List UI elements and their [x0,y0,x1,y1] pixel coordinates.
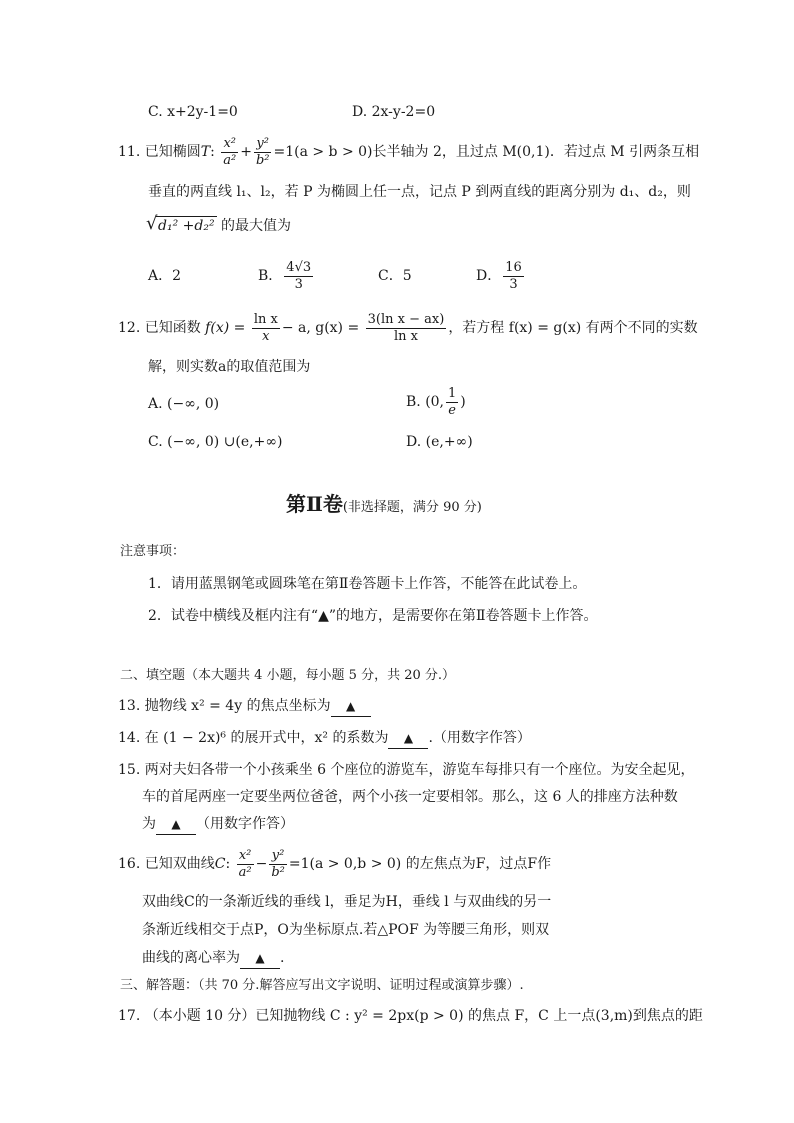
ellipse-name: T [200,144,211,160]
question-text: 已知双曲线 [144,856,215,872]
sqrt-expression [146,214,217,238]
question-text: . [280,950,285,966]
question-16-line2: 双曲线C的一条渐近线的垂线 l，垂足为H，垂线 l 与双曲线的另一 [142,894,552,910]
notes-title: 注意事项： [120,544,186,559]
question-text: =1(a > b > 0)长半轴为 2，且过点 M(0,1)．若过点 M 引两条互相 [273,144,700,160]
question-text: 已知函数 [144,320,201,336]
question-15-line1 [118,760,695,780]
q12-line2: 解，则实数a的取值范围为 [148,359,311,375]
question-16-line3: 条渐近线相交于点P，O为坐标原点.若△POF 为等腰三角形，则双 [142,922,550,938]
option-text: ) [460,394,466,410]
fraction-lnx-x [252,312,280,345]
q12-option-c: C. (−∞, 0) ∪(e,+∞) [148,434,283,450]
question-number: 15. [118,762,141,778]
question-16 [118,846,551,882]
q11-line3 [146,214,291,238]
numerator: 1 [448,385,457,401]
option-b [258,258,378,294]
question-14 [118,728,531,749]
note-2: 2．试卷中横线及框内注有“▲”的地方，是需要你在第Ⅱ卷答题卡上作答。 [148,608,598,624]
question-11 [118,134,699,170]
numerator: x² [221,136,238,153]
radical-sign-icon: √ [146,213,158,234]
denominator: a² [238,864,252,880]
denominator: ln x [393,328,418,344]
question-text: 两对夫妇各带一个小孩乘坐 6 个座位的游览车，游览车每排只有一个座位。为安全起见， [144,762,695,778]
fraction-g [366,312,447,345]
fraction-y2-b2 [269,848,287,881]
section-3-heading: 三、解答题：（共 70 分.解答应写出文字说明、证明过程或演算步骤）. [120,978,524,993]
q10-option-c: C. x+2y-1=0 [148,104,238,120]
option-label: B． [258,268,283,284]
option-label: D． [476,268,502,284]
denominator: 3 [509,276,518,292]
question-text: 已知椭圆 [144,144,201,160]
numerator: 4√3 [286,259,312,275]
option-a: A．2 [148,268,182,284]
numerator: y² [269,848,287,865]
q11-line2: 垂直的两直线 l₁、l₂，若 P 为椭圆上任一点，记点 P 到两直线的距离分别为 d₁、d₂，则 [148,184,691,200]
question-text: （本小题 10 分）已知抛物线 C : y² = 2px(p > 0) 的焦点 F，C 上一点(3,m)到焦点的距 [144,1008,703,1024]
part2-subtitle: (非选择题，满分 90 分) [342,500,482,515]
question-text: 的最大值为 [221,218,292,234]
part2-title: 第Ⅱ卷 [286,492,343,516]
fraction-x2-a2 [237,848,254,881]
question-text: 为 [142,816,156,832]
question-13 [118,696,371,717]
numerator: ln x [253,311,278,327]
question-12 [118,310,698,346]
question-17 [118,1006,703,1026]
q10-option-d: D. 2x-y-2=0 [352,104,436,120]
answer-blank: ▲ [331,696,371,717]
question-number: 14. [118,730,141,746]
question-text: 抛物线 x² = 4y 的焦点坐标为 [144,698,331,714]
numerator: y² [254,136,272,153]
answer-blank: ▲ [156,814,196,835]
option-c: C．5 [378,268,412,284]
question-number: 11. [118,144,141,160]
option-b-fraction [284,260,313,293]
fraction-x2-a2 [221,136,238,169]
minus-sign: − [255,856,268,872]
denominator: a² [223,152,237,168]
question-text: .（用数字作答） [428,730,531,746]
option-d-fraction [503,260,524,293]
question-number: 12. [118,320,141,336]
q12-option-d: D. (e,+∞) [406,434,473,450]
colon: : [210,144,215,160]
fraction-y2-b2 [254,136,272,169]
answer-blank: ▲ [240,948,280,969]
denominator: e [448,402,456,418]
radicand: d₁² +d₂² [158,218,215,234]
answer-blank: ▲ [388,728,428,749]
part2-heading [286,490,482,522]
numerator: x² [237,848,254,865]
question-text: ，若方程 f(x) = g(x) 有两个不同的实数 [448,320,698,336]
option-text: B. (0, [406,394,445,410]
numerator: 3(ln x − ax) [367,311,445,327]
q12-option-b [406,384,466,420]
section-2-heading: 二、填空题（本大题共 4 小题，每小题 5 分，共 20 分.） [120,668,456,683]
question-text: 在 (1 − 2x)⁶ 的展开式中，x² 的系数为 [144,730,389,746]
q11-options [148,258,526,294]
question-text: （用数字作答） [196,816,294,832]
colon: : [225,856,231,872]
question-number: 17. [118,1008,141,1024]
note-1: 1．请用蓝黑钢笔或圆珠笔在第Ⅱ卷答题卡上作答，不能答在此试卷上。 [148,576,587,592]
denominator: 3 [294,276,303,292]
question-text: 曲线的离心率为 [142,950,240,966]
question-text: − a, g(x) = [281,320,360,336]
question-16-line4 [142,948,284,969]
question-text: =1(a > 0,b > 0) 的左焦点为F，过点F作 [288,856,552,872]
question-number: 13. [118,698,141,714]
hyperbola-name: C [214,856,226,872]
numerator: 16 [505,259,522,275]
q12-option-a: A. (−∞, 0) [148,396,220,412]
denominator: x [262,328,270,344]
denominator: b² [271,864,285,880]
plus-sign: + [240,144,252,160]
function-f: f(x) = [205,320,246,336]
question-number: 16. [118,856,141,872]
denominator: b² [255,152,270,168]
option-d [476,259,526,292]
question-15-line2: 车的首尾两座一定要坐两位爸爸，两个小孩一定要相邻。那么，这 6 人的排座方法种数 [142,789,678,805]
question-15-line3 [142,814,294,835]
option-b-fraction [446,386,458,419]
